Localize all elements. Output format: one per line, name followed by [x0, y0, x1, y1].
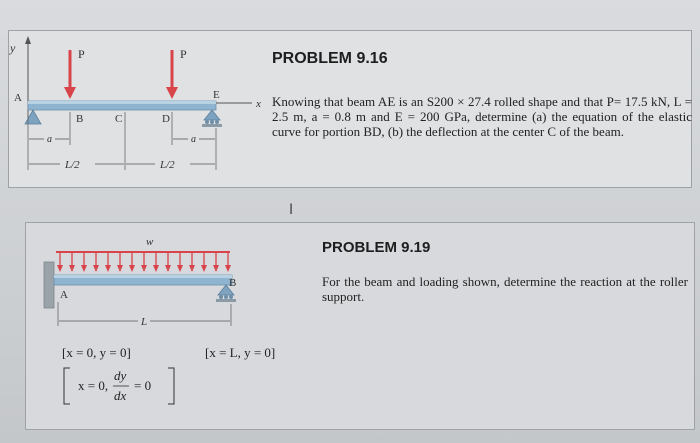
fixed-wall-a	[44, 262, 54, 308]
bc3-numerator: dy	[114, 368, 127, 383]
bc3-left-bracket	[64, 368, 70, 404]
label-b-9-19: B	[229, 277, 237, 289]
label-c: C	[115, 113, 123, 125]
label-d: D	[162, 113, 170, 125]
roller-ground-b	[216, 299, 236, 302]
bc3-right-text: = 0	[134, 378, 152, 393]
bc3-right-bracket	[168, 368, 174, 404]
dim-l2-right-label: L/2	[160, 159, 175, 171]
x-axis-label: x	[256, 98, 261, 110]
roller-wheel-icon	[224, 295, 228, 299]
bc3-left-text: x = 0,	[78, 378, 109, 393]
load-w-label: w	[146, 236, 154, 248]
dim-a-right-label: a	[191, 134, 196, 145]
label-a: A	[14, 92, 22, 104]
beam-ab-highlight	[54, 275, 232, 278]
label-b: B	[76, 113, 84, 125]
roller-wheel-icon	[229, 295, 233, 299]
y-axis-label: y	[10, 41, 16, 55]
label-e: E	[213, 89, 220, 101]
dim-l-label: L	[141, 316, 148, 328]
dim-a-left-label: a	[47, 134, 52, 145]
problem-9-19-text: For the beam and loading shown, determine the reaction at the roller support.	[322, 274, 688, 304]
label-a-9-19: A	[60, 289, 68, 301]
dim-l2-left-label: L/2	[65, 159, 80, 171]
boundary-condition-2: [x = L, y = 0]	[205, 345, 276, 360]
boundary-condition-1: [x = 0, y = 0]	[62, 345, 131, 360]
load-p1-label: P	[78, 47, 85, 61]
problem-9-16-title: PROBLEM 9.16	[272, 50, 388, 67]
problem-9-16-text: Knowing that beam AE is an S200 × 27.4 rolled shape and that P= 17.5 kN, L = 2.5 m, a = 0.8 m and E = 200 GPa, determine (a) the equation of the elastic curve for portion BD, (b) the deflection at the center C of the beam.	[272, 94, 692, 139]
roller-wheel-icon	[219, 295, 223, 299]
distributed-load-arrows	[57, 252, 231, 272]
text-cursor-icon: I	[289, 202, 294, 218]
problem-9-19-title: PROBLEM 9.19	[322, 239, 431, 256]
bc3-denominator: dx	[114, 388, 127, 403]
load-p2-label: P	[180, 47, 187, 61]
